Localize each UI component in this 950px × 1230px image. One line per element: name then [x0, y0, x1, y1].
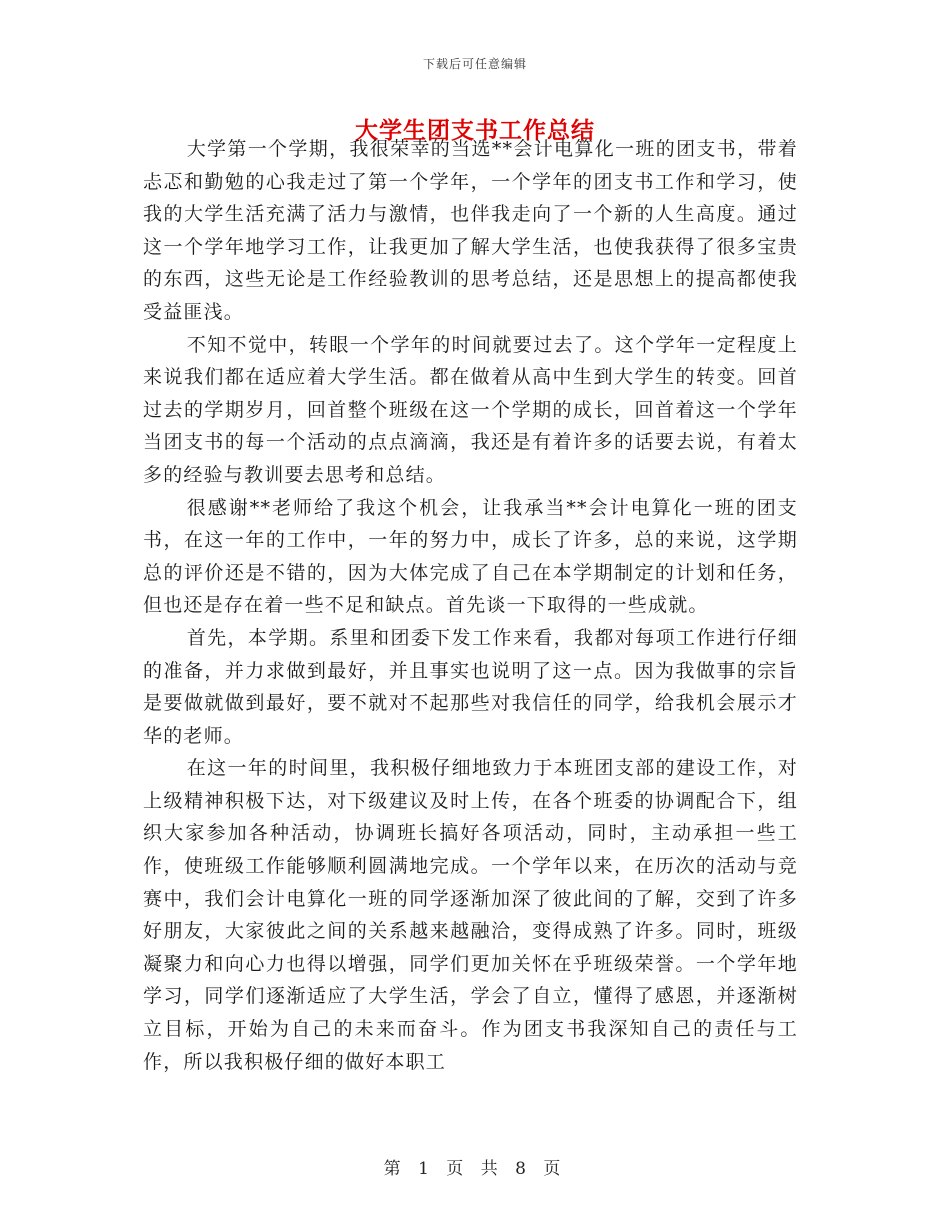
paragraph-3: 很感谢**老师给了我这个机会，让我承当**会计电算化一班的团支书，在这一年的工作中，一年的努力中，成长了许多，总的来说，这学期总的评价还是不错的，因为大体完成了自己在本学期制定的计划和任务，但也还是存在着一些不足和缺点。首先谈一下取得的一些成就。: [143, 496, 798, 617]
header-note: 下载后可任意编辑: [422, 57, 527, 71]
paragraph-2: 不知不觉中，转眼一个学年的时间就要过去了。这个学年一定程度上来说我们都在适应着大学生活。都在做着从高中生到大学生的转变。回首过去的学期岁月，回首整个班级在这一个学期的成长，回首着这一个学年当团支书的每一个活动的点点滴滴，我还是有着许多的话要去说，有着太多的经验与教训要去思考和总结。: [143, 333, 798, 486]
document-title: 大学生团支书工作总结: [355, 117, 595, 144]
paragraph-5: 在这一年的时间里，我积极仔细地致力于本班团支部的建设工作，对上级精神积极下达，对下级建议及时上传，在各个班委的协调配合下，组织大家参加各种活动，协调班长搞好各项活动，同时，主动承担一些工作，使班级工作能够顺利圆满地完成。一个学年以来，在历次的活动与竞赛中，我们会计电算化一班的同学逐渐加深了彼此间的了解，交到了许多好朋友，大家彼此之间的关系越来越融洽，变得成熟了许多。同时，班级凝聚力和向心力也得以增强，同学们更加关怀在乎班级荣誉。一个学年地学习，同学们逐渐适应了大学生活，学会了自立，懂得了感恩，并逐渐树立目标，开始为自己的未来而奋斗。作为团支书我深知自己的责任与工作，所以我积极仔细的做好本职工: [143, 757, 798, 1073]
page-number: 第 1 页 共 8 页: [383, 1159, 567, 1179]
paragraph-4: 首先，本学期。系里和团委下发工作来看，我都对每项工作进行仔细的准备，并力求做到最好，并且事实也说明了这一点。因为我做事的宗旨是要做就做到最好，要不就对不起那些对我信任的同学，给我机会展示才华的老师。: [143, 626, 798, 747]
document-body: [143, 133, 798, 1078]
paragraph-1: 大学第一个学期，我很荣幸的当选**会计电算化一班的团支书，带着忐忑和勤勉的心我走过了第一个学年，一个学年的团支书工作和学习，使我的大学生活充满了活力与激情，也伴我走向了一个新的人生高度。通过这一个学年地学习工作，让我更加了解大学生活，也使我获得了很多宝贵的东西，这些无论是工作经验教训的思考总结，还是思想上的提高都使我受益匪浅。: [143, 138, 798, 323]
